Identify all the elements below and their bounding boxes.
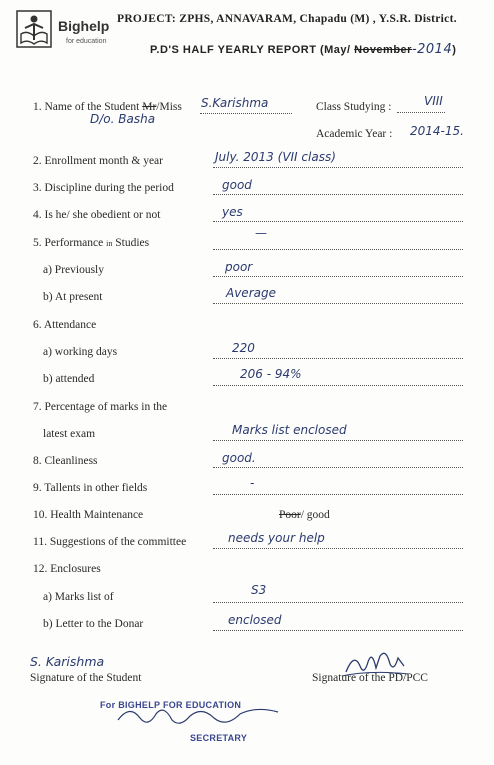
stamp-line1: For BIGHELP FOR EDUCATION xyxy=(100,700,242,710)
discipline-label: 3. Discipline during the period xyxy=(33,182,174,194)
obedient-line xyxy=(213,221,463,222)
class-value: VIII xyxy=(424,94,443,108)
talents-line xyxy=(213,494,463,495)
obedient-label: 4. Is he/ she obedient or not xyxy=(33,209,161,221)
marks-value: Marks list enclosed xyxy=(232,423,347,437)
report-title-suffix: ) xyxy=(452,44,457,56)
year-label: Academic Year : xyxy=(316,128,393,140)
previously-line xyxy=(213,276,463,277)
report-title xyxy=(150,42,456,57)
marks-label-line1: 7. Percentage of marks in the xyxy=(33,401,168,413)
student-label-prefix: 1. Name of the Student xyxy=(33,101,143,113)
present-line xyxy=(213,303,463,304)
enrollment-line xyxy=(213,167,463,168)
talents-label: 9. Tallents in other fields xyxy=(33,482,148,494)
previously-label: a) Previously xyxy=(43,264,105,276)
performance-label-b: Studies xyxy=(112,237,150,249)
discipline-value: good xyxy=(222,178,252,192)
health-value-group xyxy=(279,509,330,521)
student-signature: S. Karishma xyxy=(30,654,105,669)
working-days-line xyxy=(213,358,463,359)
marks-list-value: S3 xyxy=(251,583,267,597)
previously-value: poor xyxy=(225,260,253,274)
present-label: b) At present xyxy=(43,291,103,303)
performance-label-in: in xyxy=(106,239,113,248)
performance-line xyxy=(213,249,463,250)
enrollment-value: July. 2013 (VII class) xyxy=(215,150,336,164)
attendance-label: 6. Attendance xyxy=(33,319,97,331)
pd-signature-label: Signature of the PD/PCC xyxy=(312,672,428,684)
letter-line xyxy=(213,630,463,631)
report-title-prefix: P.D'S HALF YEARLY REPORT (May/ xyxy=(150,44,355,56)
bighelp-logo xyxy=(16,10,52,48)
project-line: PROJECT: ZPHS, ANNAVARAM, Chapadu (M) , Y.S.R. District. xyxy=(117,13,457,25)
student-label-struck: Mr xyxy=(142,101,157,113)
health-value: / good xyxy=(300,509,330,521)
class-label: Class Studying : xyxy=(316,101,392,113)
present-value: Average xyxy=(226,286,276,300)
talents-value: - xyxy=(250,476,255,490)
stamp-signature-scribble xyxy=(110,702,290,737)
attended-line xyxy=(213,385,463,386)
performance-value: — xyxy=(255,226,267,240)
brand-tagline: for education xyxy=(66,38,107,45)
discipline-line xyxy=(213,194,463,195)
student-label-suffix: /Miss xyxy=(156,101,182,113)
student-name-value: S.Karishma xyxy=(201,96,269,110)
brand-name: Bighelp xyxy=(58,18,110,34)
letter-label: b) Letter to the Donar xyxy=(43,618,144,630)
cleanliness-label: 8. Cleanliness xyxy=(33,455,98,467)
suggestions-line xyxy=(213,548,463,549)
enrollment-label: 2. Enrollment month & year xyxy=(33,155,163,167)
marks-line xyxy=(213,440,463,441)
attended-label: b) attended xyxy=(43,373,95,385)
performance-label-a: 5. Performance xyxy=(33,237,107,249)
student-name-line xyxy=(200,113,292,114)
cleanliness-line xyxy=(213,467,463,468)
health-label: 10. Health Maintenance xyxy=(33,509,144,521)
student-parent-value: D/o. Basha xyxy=(90,112,156,126)
student-signature-label: Signature of the Student xyxy=(30,672,142,684)
working-days-value: 220 xyxy=(232,341,255,355)
cleanliness-value: good. xyxy=(222,451,256,465)
report-title-struck: November xyxy=(354,44,412,56)
performance-label xyxy=(33,237,149,249)
year-value: 2014-15. xyxy=(410,124,464,138)
working-days-label: a) working days xyxy=(43,346,118,358)
marks-label-line2: latest exam xyxy=(43,428,96,440)
marks-list-label: a) Marks list of xyxy=(43,591,114,603)
marks-list-line xyxy=(213,602,463,603)
attended-value: 206 - 94% xyxy=(240,367,302,381)
suggestions-label: 11. Suggestions of the committee xyxy=(33,536,187,548)
enclosures-label: 12. Enclosures xyxy=(33,563,101,575)
letter-value: enclosed xyxy=(228,613,282,627)
stamp-line2: SECRETARY xyxy=(190,733,248,743)
obedient-value: yes xyxy=(222,205,243,219)
report-title-year: -2014 xyxy=(411,42,453,57)
health-struck: Poor xyxy=(279,509,301,521)
suggestions-value: needs your help xyxy=(228,531,325,545)
class-line xyxy=(397,112,445,113)
